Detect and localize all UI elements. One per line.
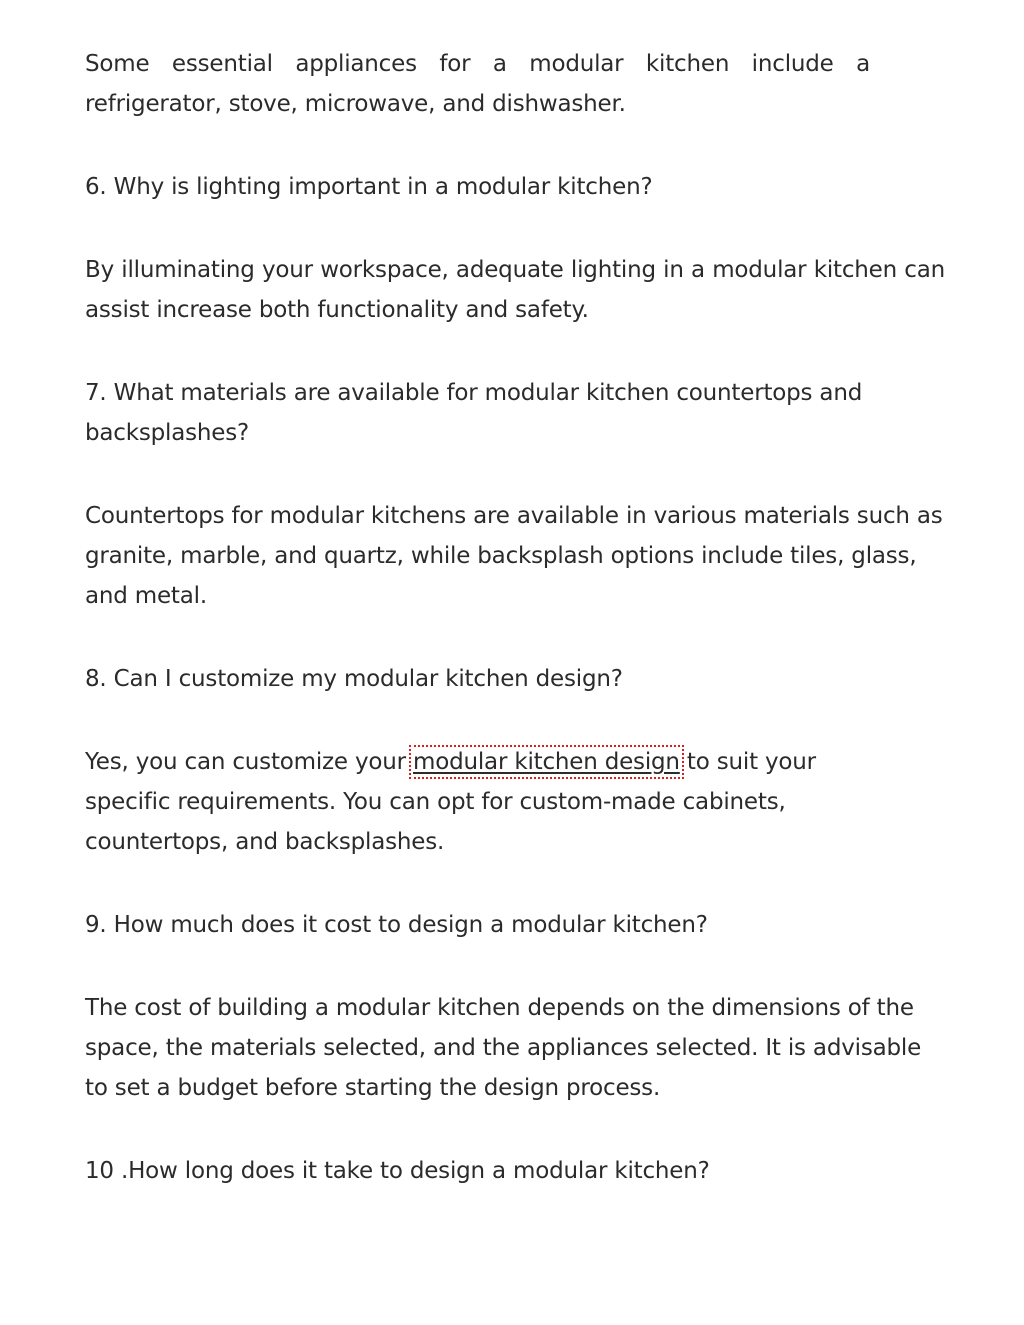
answer-9: The cost of building a modular kitchen depends on the dimensions of the space, the materials selected, and the appliances selected. It is advisable to set a budget before starting the design process. — [85, 995, 922, 1101]
question-6: 6. Why is lighting important in a modular kitchen? — [85, 174, 653, 200]
faq-content — [85, 44, 945, 1234]
answer-8-text-after: to suit your specific requirements. You can opt for custom-made cabinets, countertops, and backsplashes. — [85, 749, 816, 855]
question-10: 10 .How long does it take to design a modular kitchen? — [85, 1158, 710, 1184]
answer-5: Some essential appliances for a modular kitchen include a refrigerator, stove, microwave, and dishwasher. — [85, 51, 870, 117]
question-8: 8. Can I customize my modular kitchen design? — [85, 666, 623, 692]
modular-kitchen-design-link[interactable]: modular kitchen design — [413, 749, 680, 775]
answer-8 — [85, 742, 870, 862]
answer-6: By illuminating your workspace, adequate lighting in a modular kitchen can assist increase both functionality and safety. — [85, 257, 945, 323]
answer-8-text-before: Yes, you can customize your — [85, 749, 414, 775]
answer-7: Countertops for modular kitchens are available in various materials such as granite, marble, and quartz, while backsplash options include tiles, glass, and metal. — [85, 503, 943, 609]
question-7: 7. What materials are available for modular kitchen countertops and backsplashes? — [85, 380, 863, 446]
question-9: 9. How much does it cost to design a modular kitchen? — [85, 912, 708, 938]
